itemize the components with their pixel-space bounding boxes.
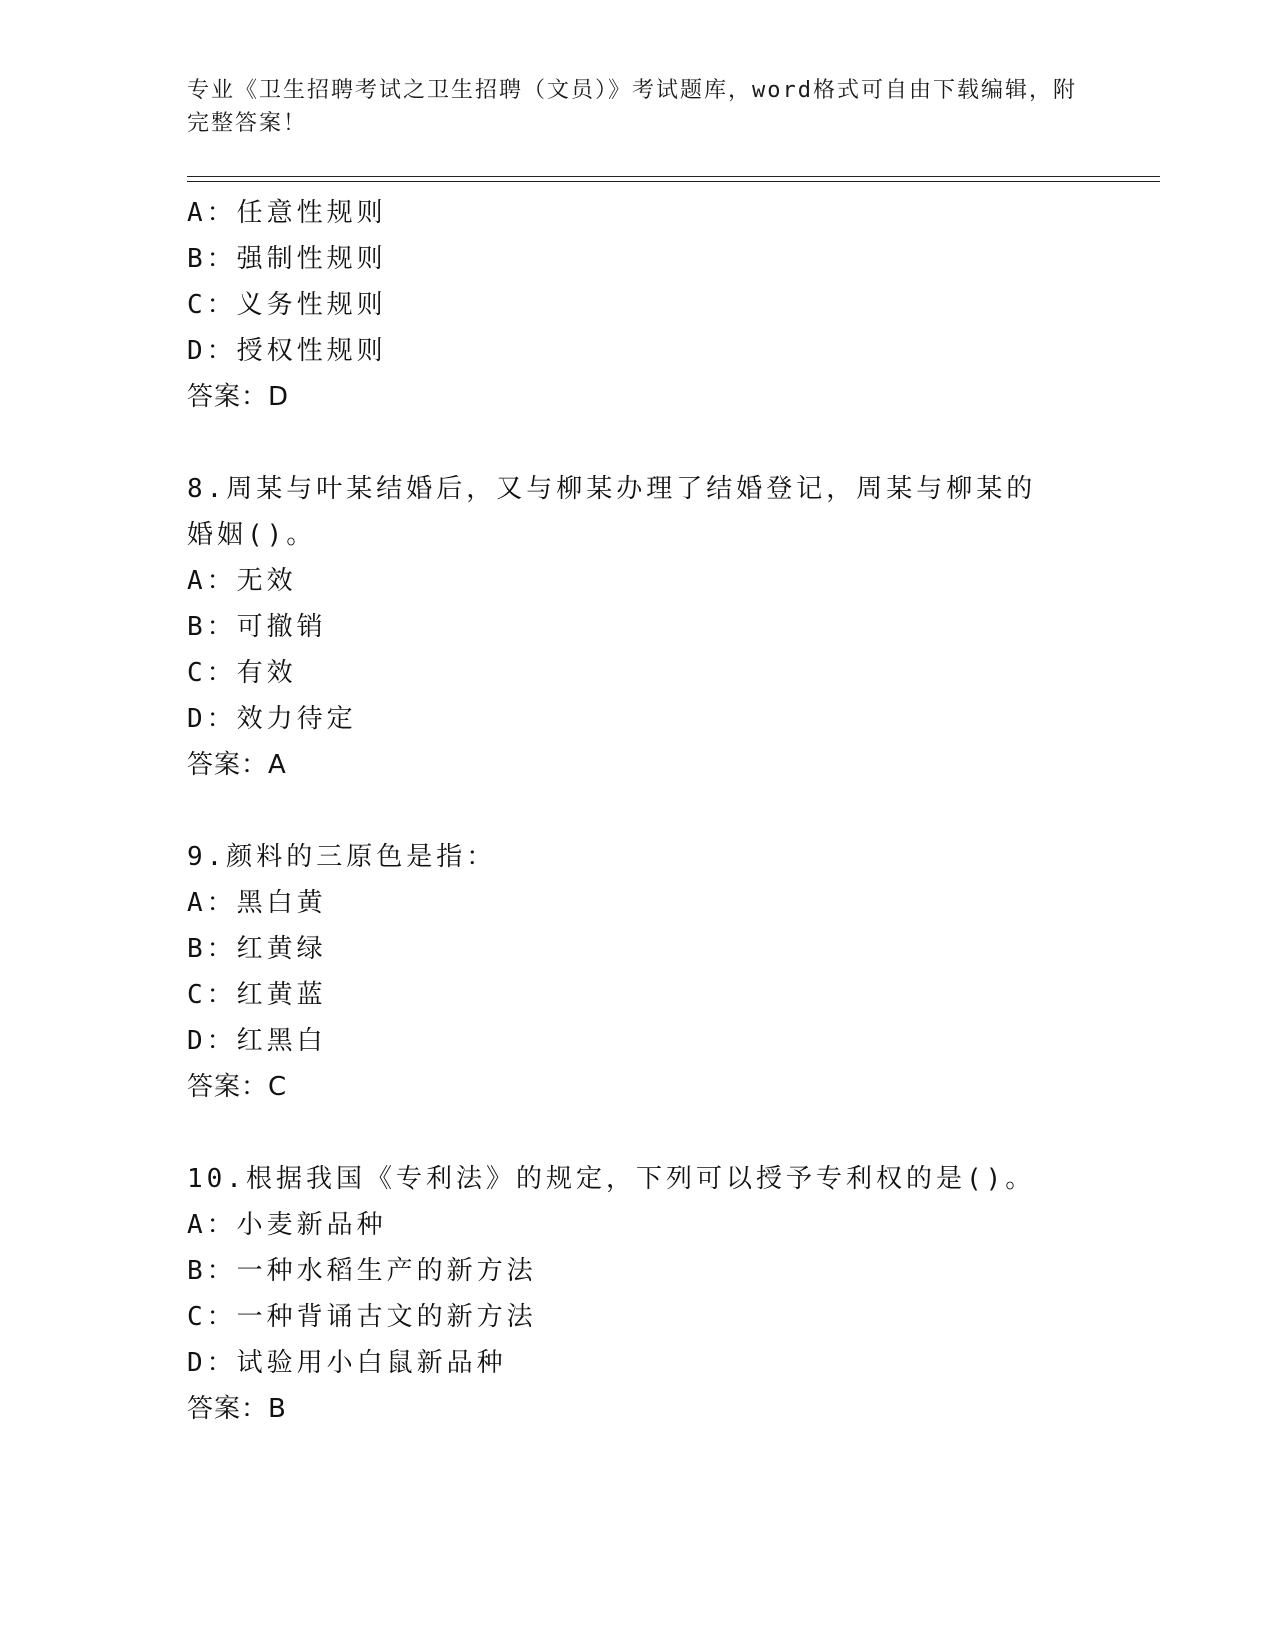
option-d: D：效力待定 bbox=[187, 704, 357, 734]
option-b: B：红黄绿 bbox=[187, 934, 327, 964]
question-7 bbox=[187, 190, 1087, 420]
question-stem: 9.颜料的三原色是指： bbox=[187, 842, 497, 872]
answer-line: 答案：D bbox=[187, 382, 290, 412]
option-a: A：黑白黄 bbox=[187, 888, 327, 918]
option-b: B：强制性规则 bbox=[187, 244, 387, 274]
header-rule-top bbox=[187, 176, 1160, 177]
question-9 bbox=[187, 834, 1087, 1110]
option-d: D：授权性规则 bbox=[187, 336, 387, 366]
option-a: A：无效 bbox=[187, 566, 297, 596]
answer-line: 答案：C bbox=[187, 1072, 288, 1102]
option-c: C：义务性规则 bbox=[187, 290, 387, 320]
question-10 bbox=[187, 1156, 1087, 1432]
option-c: C：有效 bbox=[187, 658, 297, 688]
answer-line: 答案：A bbox=[187, 750, 287, 780]
option-a: A：小麦新品种 bbox=[187, 1210, 387, 1240]
document-header: 专业《卫生招聘考试之卫生招聘（文员）》考试题库，word格式可自由下载编辑，附完整答案！ bbox=[187, 78, 1077, 136]
option-c: C：一种背诵古文的新方法 bbox=[187, 1302, 537, 1332]
answer-line: 答案：B bbox=[187, 1394, 287, 1424]
option-b: B：一种水稻生产的新方法 bbox=[187, 1256, 537, 1286]
option-a: A：任意性规则 bbox=[187, 198, 387, 228]
option-b: B：可撤销 bbox=[187, 612, 327, 642]
question-8 bbox=[187, 466, 1087, 788]
option-d: D：红黑白 bbox=[187, 1026, 327, 1056]
option-d: D：试验用小白鼠新品种 bbox=[187, 1348, 507, 1378]
question-stem: 8.周某与叶某结婚后，又与柳某办理了结婚登记，周某与柳某的婚姻()。 bbox=[187, 474, 1037, 550]
question-stem: 10.根据我国《专利法》的规定，下列可以授予专利权的是()。 bbox=[187, 1164, 1036, 1194]
header-rule-bottom bbox=[187, 181, 1160, 182]
question-list bbox=[187, 190, 1087, 1432]
option-c: C：红黄蓝 bbox=[187, 980, 327, 1010]
